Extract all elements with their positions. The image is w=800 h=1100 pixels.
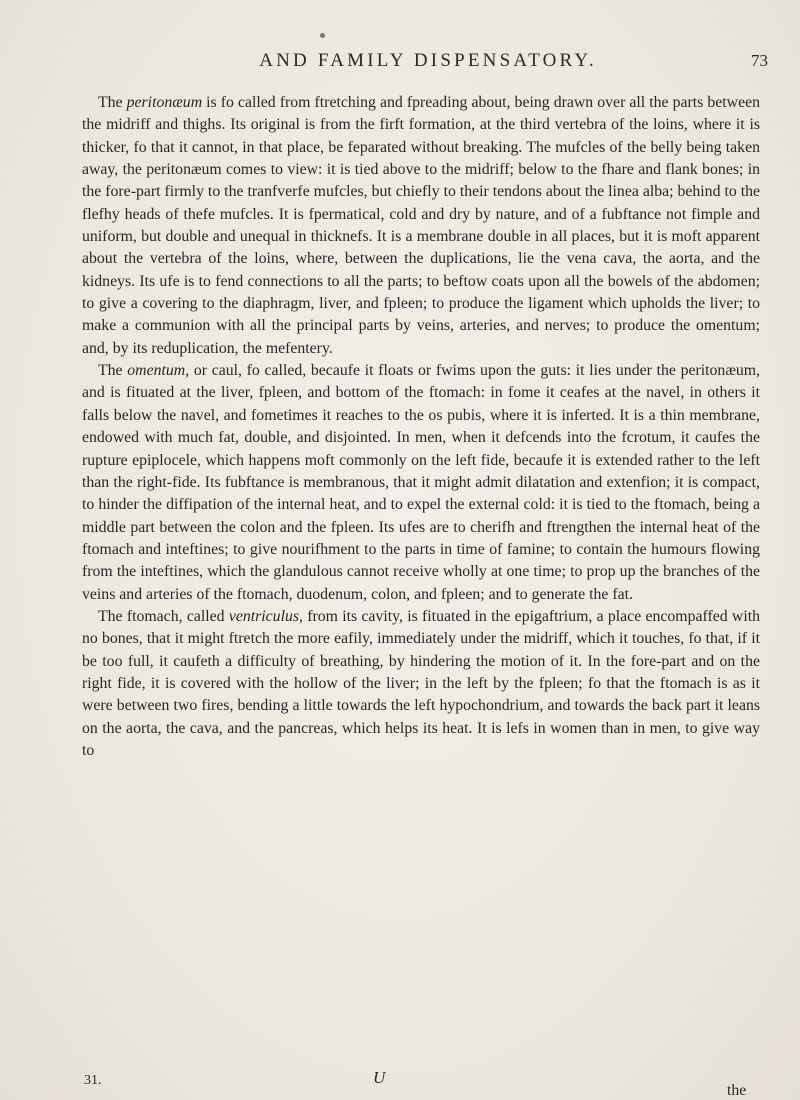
text-run: , from its cavity, is fituated in the epigaftrium, a place encompaffed with no bones, that it might ftretch the more eafily, immediately under the midriff, which it touches, fo that, if it be too full, it caufeth a difficulty of breathing, by hindering the motion of it. In the fore-part and on the right fide, it is covered with the hollow of the liver; in the left by the fpleen; fo that the ftomach is as it were between two fires, bending a little towards the left hypochondrium, and towards the back part it leans on the aorta, the cava, and the pancreas, which helps its heat. It is lefs in women than in men, to give way to <box>82 607 760 759</box>
text-run: is fo called from ftretching and fpreading about, being drawn over all the parts between the midriff and thighs. Its original is from the firft formation, at the third vertebra of the loins, where it is thicker, fo that it cannot, in that place, be feparated without breaking. The mufcles of the belly being taken away, the peritonæum comes to view: it is tied above to the midriff; below to the fhare and flank bones; in the fore-part firmly to the tranfverfe mufcles, but chiefly to their tendons about the linea alba; behind to the flefhy heads of thefe mufcles. It is fpermatical, cold and dry by nature, and of a fubftance not fimple and uniform, but double and unequal in thicknefs. It is a membrane double in all places, but it is moft apparent about the vertebra of the loins, where, between the duplications, lie the vena cava, the aorta, and the kidneys. Its ufe is to fend connections to all the parts; to beftow coats upon all the bowels of the abdomen; to give a covering to the diaphragm, liver, and fpleen; to produce the ligament which upholds the liver; to make a communion with all the principal parts by veins, arteries, and nerves; to produce the omentum; and, by its reduplication, the mefentery. <box>82 94 760 357</box>
running-head-title: AND FAMILY DISPENSATORY. <box>259 50 597 71</box>
paragraph-stomach <box>82 606 760 762</box>
paragraph-peritonaeum <box>82 92 760 360</box>
text-run: , or caul, fo called, becaufe it floats or fwims upon the guts: it lies under the peritonæum, and is fituated at the liver, fpleen, and bottom of the ftomach: in fome it ceafes at the navel, in others it falls below the navel, and fometimes it reaches to the os pubis, where it is inferted. It is a thin membrane, endowed with much fat, double, and disjointed. In men, when it defcends into the fcrotum, it caufes the rupture epiplocele, which happens moft commonly on the left fide, becaufe it is extended rather to the left than the right-fide. Its fubftance is membranous, that it might admit dilatation and extenfion; it is compact, to hinder the diffipation of the internal heat, and to expel the external cold: it is tied to the ftomach, being a middle part between the colon and the fpleen. Its ufes are to cherifh and ftrengthen the internal heat of the ftomach and inteftines; to give nourifhment to the parts in time of famine; to contain the humours flowing from the inteftines, which the glandulous cannot receive wholly at one time; to prop up the branches of the veins and arteries of the ftomach, duodenum, colon, and fpleen; and to generate the fat. <box>82 362 760 603</box>
term-omentum: omentum <box>127 362 186 380</box>
text-run: The ftomach, called <box>98 607 229 625</box>
signature-mark: U <box>373 1068 386 1087</box>
signature-number: 31. <box>84 1073 102 1088</box>
text-run: The <box>98 362 128 380</box>
text-run: The <box>98 94 127 111</box>
ink-speck <box>320 33 325 38</box>
body-text <box>82 92 760 762</box>
term-ventriculus: ventriculus <box>228 607 300 625</box>
catchword: the <box>727 1082 747 1099</box>
page-number: 73 <box>751 51 768 70</box>
paragraph-omentum <box>82 360 760 606</box>
running-head <box>88 50 768 78</box>
term-peritonaeum: peritonæum <box>126 94 203 111</box>
